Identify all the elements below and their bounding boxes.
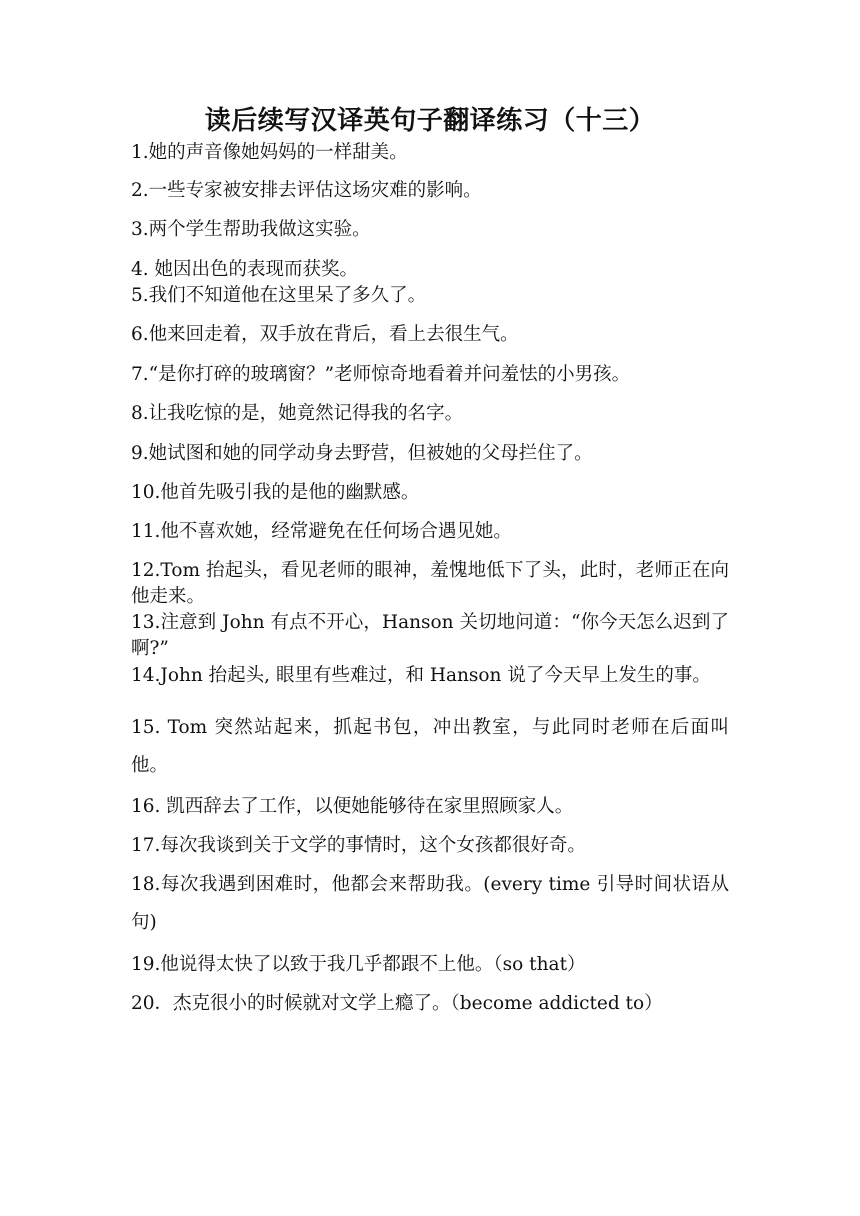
exercise-item-1: 1.她的声音像她妈妈的一样甜美。: [131, 142, 408, 163]
exercise-item-16: 16. 凯西辞去了工作，以便她能够待在家里照顾家人。: [131, 796, 574, 817]
exercise-item-3: 3.两个学生帮助我做这实验。: [131, 219, 371, 240]
exercise-item-18: 18.每次我遇到困难时，他都会来帮助我。(every time 引导时间状语从句): [131, 874, 729, 933]
exercise-item-17: 17.每次我谈到关于文学的事情时，这个女孩都很好奇。: [131, 835, 586, 856]
exercise-item-4: 4. 她因出色的表现而获奖。: [131, 259, 359, 280]
exercise-item-14: 14.John 抬起头, 眼里有些难过，和 Hanson 说了今天早上发生的事。: [131, 665, 711, 686]
exercise-item-13: 13.注意到 John 有点不开心，Hanson 关切地问道：“你今天怎么迟到了啊?”: [131, 612, 729, 659]
exercise-item-9: 9.她试图和她的同学动身去野营，但被她的父母拦住了。: [131, 443, 593, 464]
page-title: 读后续写汉译英句子翻译练习（十三）: [204, 106, 656, 136]
exercise-item-12: 12.Tom 抬起头，看见老师的眼神，羞愧地低下了头，此时，老师正在向他走来。: [131, 560, 729, 607]
exercise-item-8: 8.让我吃惊的是，她竟然记得我的名字。: [131, 403, 464, 424]
exercise-item-10: 10.他首先吸引我的是他的幽默感。: [131, 482, 420, 503]
exercise-item-6: 6.他来回走着，双手放在背后，看上去很生气。: [131, 324, 519, 345]
exercise-item-5: 5.我们不知道他在这里呆了多久了。: [131, 285, 427, 306]
exercise-item-11: 11.他不喜欢她，经常避免在任何场合遇见她。: [131, 521, 512, 542]
exercise-item-7: 7.“是你打碎的玻璃窗？”老师惊奇地看着并问羞怯的小男孩。: [131, 364, 631, 385]
exercise-item-2: 2.一些专家被安排去评估这场灾难的影响。: [131, 180, 482, 201]
exercise-item-15: 15. Tom 突然站起来，抓起书包，冲出教室，与此同时老师在后面叫他。: [131, 717, 729, 776]
exercise-item-20: 20．杰克很小的时候就对文学上瘾了。（become addicted to）: [131, 993, 663, 1014]
exercise-item-19: 19.他说得太快了以致于我几乎都跟不上他。（so that）: [131, 954, 586, 975]
